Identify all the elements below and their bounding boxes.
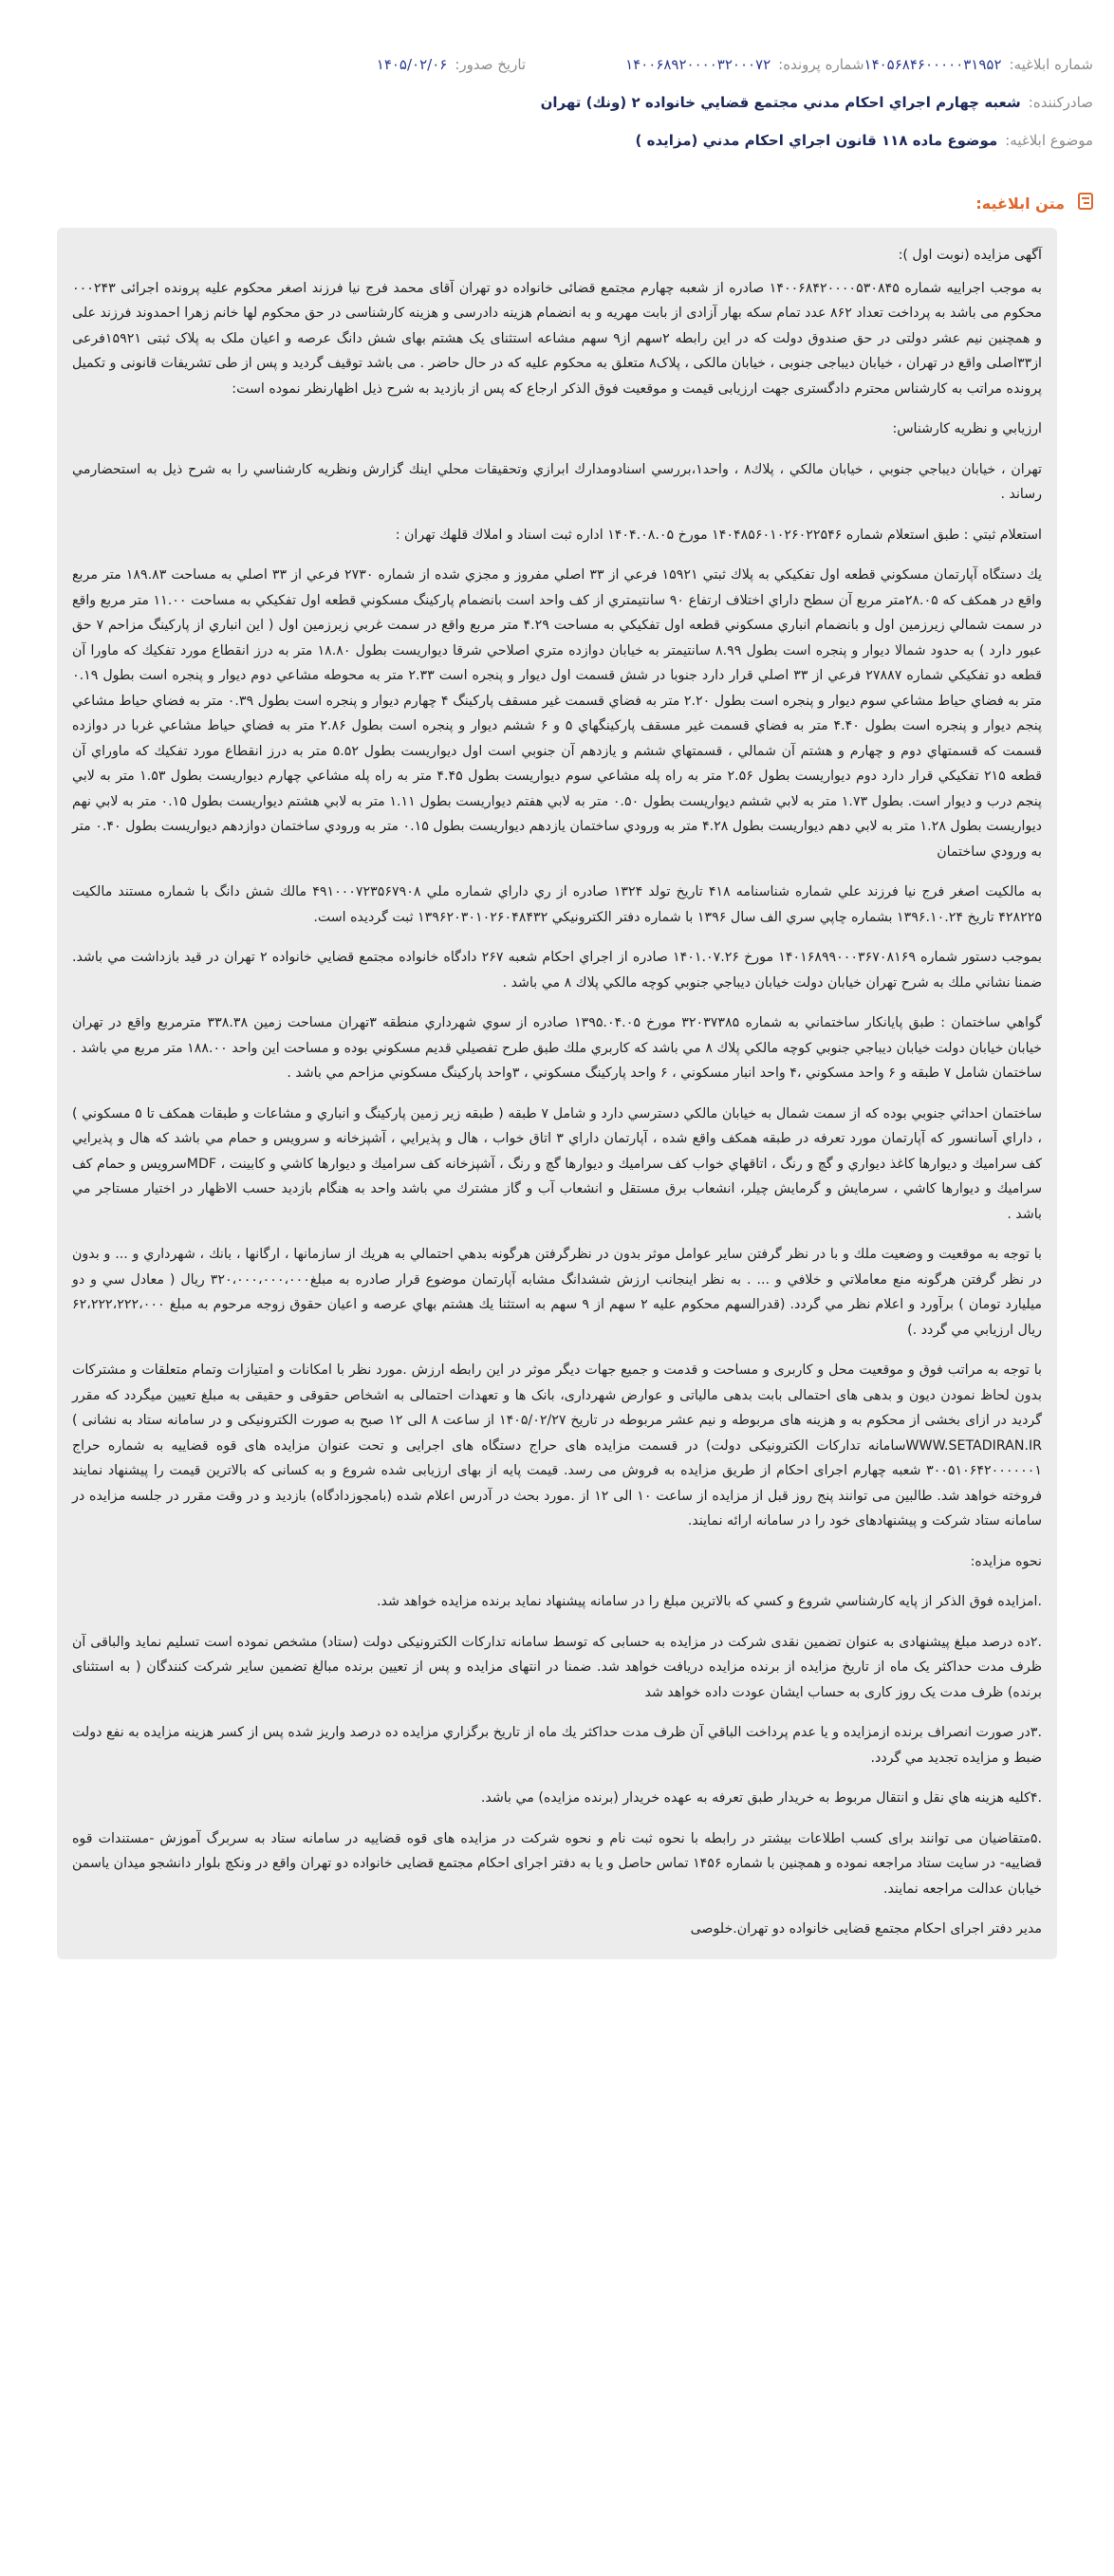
signature-line: مدیر دفتر اجرای احکام مجتمع قضایی خانواده دو تهران.خلوصی [690, 1921, 1042, 1937]
notice-text-heading [21, 184, 1093, 222]
paragraph: به مالكيت اصغر فرج نيا فرزند علي شماره شناسنامه ۴۱۸ تاريخ تولد ۱۳۲۴ صادره از ري داراي شماره ملي ۴۹۱۰۰۰۷۲۳۵۶۷۹۰۸ مالك شش دانگ با شماره مستند مالكيت ۴۲۸۲۲۵ تاريخ ۱۳۹۶.۱۰.۲۴ بشماره چاپي سري الف سال ۱۳۹۶ با شماره دفتر الكترونيكي ۱۳۹۶۲۰۳۰۱۰۲۶۰۴۸۴۳۲ ثبت گرديده است. [72, 884, 1042, 925]
notice-number [864, 55, 1093, 74]
notice-body [57, 228, 1057, 1959]
paragraph: با توجه به مراتب فوق و موقعیت محل و کاربری و مساحت و قدمت و جمیع جهات دیگر موثر در این رابطه ارزش .مورد نظر با امکانات و امتیازات وتمام متعلقات و مشترکات بدون لحاظ نمودن دیون و بدهی های احتمالی بابت بدهی مالیاتی و عوارض شهرداری، بانک ها و تعهدات احتمالی به اشخاص حقوقی و حقیقی به مبلغ تعیین میگردد که مقرر گردید در ازای بخشی از محکوم به و هزینه های مربوطه و نیم عشر مربوطه در تاریخ ۱۴۰۵/۰۲/۲۷ از ساعت ۸ الی ۱۲ صبح به صورت الکترونیکی و در سامانه ستاد به نشانی ) WWW.SETADIRAN.IRسامانه تدارکات الکترونیکی دولت) در قسمت مزایده های حراج دستگاه های اجرایی و تحت عنوان مزایده های قوه قضاییه به شماره حراج ۳۰۰۵۱۰۶۴۲۰۰۰۰۰۰۱ شعبه چهارم اجرای احکام از طریق مزایده به فروش می رسد. قیمت پایه از بهای ارزیابی شده شروع و به کسانی که بالاترین قیمت را پیشنهاد نمایند فروخته خواهد شد. طالبین می توانند پنج روز قبل از مزایده از ساعت ۱۰ الی ۱۲ از .مورد بحث در آدرس اعلام شده (بامجوزدادگاه) بازدید و در وقت مقرر در جلسه مزایده در سامانه ستاد شرکت و پیشنهادهای خود را در سامانه ارائه نمایند. [72, 1362, 1043, 1529]
paragraph-subheading: ارزيابي و نظريه كارشناس: [892, 421, 1042, 436]
issue-date [377, 55, 526, 74]
paragraph: گواهي ساختمان : طبق پايانكار ساختماني به شماره ۳۲۰۳۷۳۸۵ مورخ ۱۳۹۵.۰۴.۰۵ صادره از سوي شهرداري منطقه ۳تهران مساحت زمين ۳۳۸.۳۸ مترمربع واقع در تهران خيابان خيابان دولت خيابان ديباجي جنوبي كوچه مالكي پلاك ۸ مي باشد كه كاربري ملك طبق طرح تفصيلي قديم مسكوني بوده و مساحت اين واحد ۱۸۸.۰۰ متر مربع مي باشد . ساختمان شامل ۷ طبقه و ۶ واحد مسكوني ،۴ واحد انبار مسكوني ، ۶ واحد پاركينگ مسكوني ، ۳واحد پاركينگ مسكوني مزاحم مي باشد . [72, 1015, 1043, 1081]
case-number-label: شماره پرونده: [778, 56, 864, 73]
paragraph: با توجه به موقعيت و وضعيت ملك و با در نظر گرفتن ساير عوامل موثر بدون در نظرگرفتن هرگونه بدهي احتمالي به هريك از سازمانها ، ارگانها ، بانك ، شهرداري و ... و بدون در نظر گرفتن هرگونه منع معاملاتي و خلافي و ... . به نظر اينجانب ارزش ششدانگ مشابه آپارتمان موضوع قرار صادره به مبلغ۳۲۰،۰۰۰،۰۰۰،۰۰۰ ريال ( معادل سي و دو ميليارد تومان ) برآورد و اعلام نظر مي گردد. (قدرالسهم محكوم عليه ۲ سهم از ۹ سهم به استثنا يك هشتم بهاي عرصه و اعيان حقوق زوجه مرحوم به مبلغ ۶۲،۲۲۲،۲۲۲،۰۰۰ ريال ارزيابي مي گردد .) [72, 1247, 1043, 1338]
paragraph: استعلام ثبتي : طبق استعلام شماره ۱۴۰۴۸۵۶۰۱۰۲۶۰۲۲۵۴۶ مورخ ۱۴۰۴.۰۸.۰۵ اداره ثبت اسناد و املاك قلهك تهران : [395, 527, 1042, 543]
meta-row-subject [21, 121, 1093, 159]
paragraph: به موجب اجراییه شماره ۱۴۰۰۶۸۴۲۰۰۰۰۵۳۰۸۴۵ صادره از شعبه چهارم مجتمع قضائی خانواده دو تهران آقای محمد فرج نیا فرزند اصغر محکوم علیه پرونده اجرائی ۰۰۰۲۴۳ محکوم می باشد به پرداخت تعداد ۸۶۲ عدد تمام سکه بهار آزادی از بابت مهریه و به انضمام هزینه دادرسی و هزینه کارشناسی در حق محکوم لها خانم زهرا احمدوند فرزند علی و همچنین نیم عشر دولتی در حق صندوق دولت که در این رابطه ۲سهم از۹ سهم مشاعه استثنای یک هشتم بهای شش دانگ عرصه و اعیان ملک به پلاک ثبتی ۱۵۹۲۱فرعی از۳۳اصلی واقع در تهران ، خیابان دیباجی جنوبی ، خیابان مالکی ، پلاک۸ متعلق به محکوم علیه که در حال حاضر . می باشد توقیف گردید و پس از طی تشریفات قانونی و تکمیل پرونده مراتب به کارشناس محترم دادگستری جهت ارزیابی قیمت و موقعیت فوق الذکر ارجاع که پس از بازدید به شرح ذیل اظهارنظر نموده است: [72, 280, 1042, 397]
note-icon [1072, 193, 1093, 213]
issue-date-value: ۱۴۰۵/۰۲/۰۶ [376, 56, 448, 73]
subject-label: موضوع ابلاغيه: [1005, 132, 1093, 149]
notice-text-title: متن ابلاغيه: [975, 194, 1065, 213]
paragraph: يك دستگاه آپارتمان مسكوني قطعه اول تفكيكي به پلاك ثبتي ۱۵۹۲۱ فرعي از ۳۳ اصلي مفروز و مجزي شده از شماره ۲۷۳۰ فرعي از ۳۳ اصلي به مساحت ۱۸۹.۸۳ متر مربع واقع در همكف كه ۲۸.۰۵متر مربع آن سطح داراي اختلاف ارتفاع ۹۰ سانتيمتري از كف واحد است بانضمام پاركينگ مسكوني قطعه اول تفكيكي به مساحت ۱۱.۰۰ متر مربع واقع در سمت شمالي زيرزمين اول و بانضمام انباري مسكوني قطعه اول تفكيكي به مساحت ۴.۲۹ متر مربع واقع در سمت غربي زيرزمين اول ( اين انباري از پاركينگ مزاحم ۷ حق عبور دارد ) به حدود شمالا ديوار و پنجره است بطول ۸.۹۹ سانتيمتر به خيابان دوازده متري اصلاحي شرقا ديواريست بطول ۱۸.۸۰ متر به درز انقطاع مورد تفكيك كه ماورا آن قطعه دو تفكيكي شماره ۲۷۸۸۷ فرعي از ۳۳ اصلي قرار دارد جنوبا در شش قسمت اول ديوار و پنجره است ۲.۳۳ متر به محوطه مشاعي دوم ديوار و پنجره است بطول ۰.۱۹ متر به فضاي حياط مشاعي سوم ديوار و پنجره است بطول ۲.۲۰ متر به فضاي قسمت غير مسقف پاركينگ ۴ چهارم ديوار و پنجره است بطول ۰.۳۹ متر به فضاي حياط مشاعي پنجم ديوار و پنجره است بطول ۴.۴۰ متر به فضاي قسمت غير مسقف پاركينگهاي ۵ و ۶ ششم ديوار و پنجره است بطول ۲.۸۶ متر به فضاي حياط مشاعي غربا در دوازده قسمت كه قسمتهاي دوم و چهارم و هشتم آن شمالي ، قسمتهاي ششم و يازدهم آن جنوبي است اول ديواريست بطول ۵.۵۲ متر به درز انقطاع مورد تفكيك كه ماوراي آن قطعه ۲۱۵ تفكيكي قرار دارد دوم ديواريست بطول ۲.۵۶ متر به راه پله مشاعي سوم ديواريست بطول ۴.۴۵ متر به راه پله مشاعي چهارم ديواريست بطول ۱.۵۳ متر به لابي پنجم درب و ديوار است. بطول ۱.۷۳ متر به لابي ششم ديواريست بطول ۰.۵۰ متر به لابي هفتم ديواريست بطول ۱.۱۱ متر به لابي هشتم ديواريست بطول ۰.۱۵ متر به لابي نهم ديواريست بطول ۱.۲۸ متر به لابي دهم ديواريست بطول ۴.۲۸ متر به ورودي ساختمان يازدهم ديواريست بطول ۰.۱۵ متر به ورودي ساختمان دوازدهم ديواريست بطول ۰.۴۰ متر به ورودي ساختمان [72, 567, 1043, 860]
paragraph-heading: آگهی مزایده (نوبت اول ): [898, 248, 1042, 263]
list-item: .۳در صورت انصراف برنده ازمزايده و يا عدم پرداخت الباقي آن ظرف مدت حداكثر يك ماه از تاريخ برگزاري مزايده ده درصد واريز شده پس از كسر هزينه مزايده به نفع دولت ضبط و مزايده تجديد مي گردد. [72, 1725, 1042, 1766]
list-item: .۲ده درصد مبلغ پیشنهادی به عنوان تضمین نقدی شرکت در مزایده به حسابی که توسط سامانه تدارکات الکترونیکی دولت (ستاد) مشخص نموده است تسلیم نماید والباقی آن ظرف مدت حداکثر یک ماه از تاریخ مزایده از برنده مزایده دریافت خواهد شد. ضمنا در انتهای مزایده و پس از تعیین برنده مبالغ تضمین سایر شرکت کنندگان ( به استثنای برنده) ظرف مدت یک روز کاری به حساب ایشان عودت داده خواهد شد [72, 1634, 1042, 1700]
meta-row-issuer [21, 83, 1093, 121]
notice-number-value: ۱۴۰۵۶۸۴۶۰۰۰۰۰۳۱۹۵۲ [863, 56, 1002, 73]
subject [636, 131, 1093, 150]
paragraph-subheading: نحوه مزايده: [970, 1553, 1042, 1569]
issuer-label: صادرکننده: [1028, 94, 1093, 111]
paragraph: تهران ، خيابان ديباجي جنوبي ، خيابان مالكي ، پلاك۸ ، واحد۱،بررسي اسنادومدارك ابرازي وتحقيقات محلي اينك گزارش ونظريه كارشناسي را به شرح ذيل به استحضارمي رساند . [72, 461, 1043, 502]
list-item: .۴كليه هزينه هاي نقل و انتقال مربوط به خريدار طبق تعرفه به عهده خريدار (برنده مزايده) مي باشد. [480, 1790, 1042, 1806]
subject-value: موضوع ماده ۱۱۸ قانون اجراي احکام مدني (مزايده ) [635, 132, 998, 149]
meta-row-numbers [21, 46, 1093, 83]
notice-number-label: شماره ابلاغيه: [1009, 56, 1093, 73]
issuer [541, 93, 1093, 112]
list-item: .۵متقاضیان می توانند برای کسب اطلاعات بیشتر در رابطه با نحوه ثبت نام و نحوه شرکت در مزایده های قوه قضاییه در سامانه ستاد به سربرگ آموزش -مستندات قوه قضاییه- در سایت ستاد مراجعه نموده و همچنین با شماره ۱۴۵۶ تماس حاصل و یا به دفتر اجرای احکام مجتمع قضایی خانواده دو تهران واقع در ونکچ بلوار دانشجو میدان یاسمن خیابان عدالت مراجعه نمایند. [72, 1830, 1042, 1897]
list-item: .امزايده فوق الذكر از پايه كارشناسي شروع و كسي كه بالاترين مبلغ را در سامانه پيشنهاد نمايد برنده مزايده خواهد شد. [377, 1594, 1042, 1609]
case-number [625, 55, 863, 74]
paragraph: ساختمان احداثي جنوبي بوده كه از سمت شمال به خيابان مالكي دسترسي دارد و شامل ۷ طبقه ( طبقه زير زمين پاركينگ و انباري و مشاعات و طبقات همكف تا ۵ مسكوني ) ، داراي آسانسور كه آپارتمان مورد تعرفه در طبقه همكف واقع شده ، آپارتمان داراي ۳ اتاق خواب ، هال و پذيرايي ، آشپزخانه و سرويس و حمام مي باشد كه هال و پذيرايي كف سراميك و ديوارها كاغذ ديواري و گچ و رنگ ، اتاقهاي خواب كف سراميك و ديوارها گچ و رنگ ، آشپزخانه كف سراميك و ديوارها كاشي و كابينت ، MDFسرويس و حمام كف سراميك و ديوارها كاشي ، سرمايش و گرمايش چيلر، انشعاب برق مستقل و انشعاب آب و گاز مشترك مي باشد واحد به هنگام بازديد حسب الاظهار در اختيار مستاجر مي باشد . [72, 1105, 1042, 1222]
issue-date-label: تاريخ صدور: [455, 56, 527, 73]
issuer-value: شعبه چهارم اجراي احکام مدني مجتمع قضايي خانواده ۲ (ونك) تهران [540, 94, 1021, 111]
notice-meta [0, 0, 1114, 159]
case-number-value: ۱۴۰۰۶۸۹۲۰۰۰۰۳۲۰۰۰۷۲ [625, 56, 771, 73]
paragraph: بموجب دستور شماره ۱۴۰۱۶۸۹۹۰۰۰۳۶۷۰۸۱۶۹ مورخ ۱۴۰۱.۰۷.۲۶ صادره از اجراي احكام شعبه ۲۶۷ دادگاه خانواده مجتمع قضايي خانواده ۲ تهران در قيد بازداشت مي باشد. ضمنا نشاني ملك به شرح تهران خيابان دولت خيابان ديباجي جنوبي كوچه مالكي پلاك ۸ مي باشد . [72, 950, 1042, 991]
